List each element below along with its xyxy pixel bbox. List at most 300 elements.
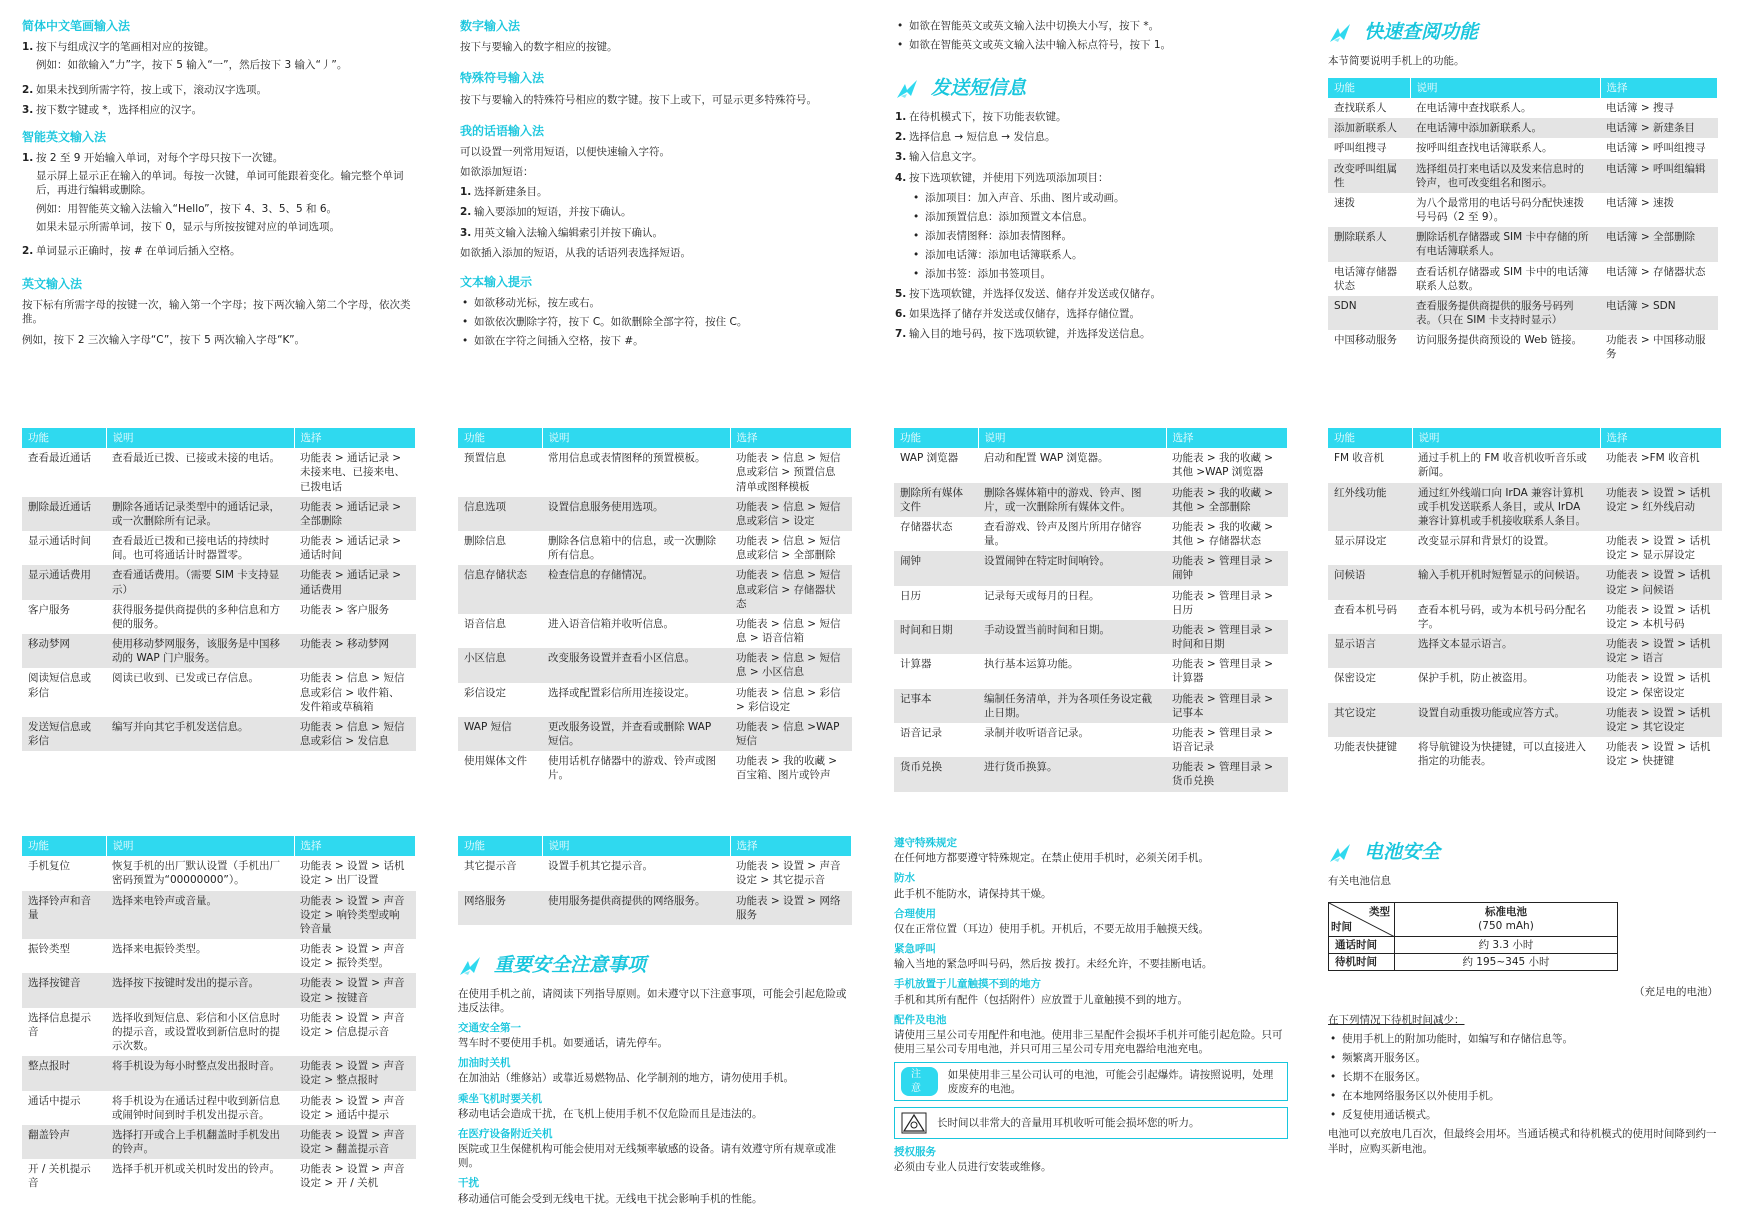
cell-description: 在电话簿中查找联系人。	[1410, 98, 1600, 118]
cell-selection: 功能表 > 信息 > 彩信 > 彩信设定	[730, 683, 852, 717]
cell-selection: 功能表 > 通话记录 > 通话时间	[294, 531, 416, 565]
cell-description: 选择或配置彩信所用连接设定。	[542, 683, 730, 717]
cell-description: 删除各媒体箱中的游戏、铃声、图片，或一次删除所有媒体文件。	[978, 483, 1166, 517]
table-row	[1328, 159, 1718, 193]
cell-description: 选择组员打来电话以及发来信息时的铃声，也可改变组名和图示。	[1410, 159, 1600, 193]
list-item: • 添加项目：加入声音、乐曲、图片或动画。	[911, 191, 1285, 205]
list-item: 7. 输入目的地号码，按下选项软键，并选择发送信息。	[895, 327, 1151, 340]
col-input-methods-2	[460, 18, 850, 354]
list-item: • 如欲在智能英文或英文输入法中输入标点符号，按下 1。	[895, 38, 1285, 52]
list-item: • 频繁离开服务区。	[1328, 1051, 1718, 1065]
list-item: 1. 按 2 至 9 开始输入单词，对每个字母只按下一次键。 显示屏上显示正在输入的单词。每按一次键，单词可能跟着变化。输完整个单词后，再进行编辑或删除。 例如：用智能英文输入法输入“Hello”，按下 4、3、5、5 和 6。 如果未显示所需单词，按下 0，显示与所按按键对应的单词选项。	[22, 152, 404, 233]
cell-description: 选择来电振铃类型。	[106, 939, 294, 973]
cell-selection: 功能表 > 中国移动服务	[1600, 330, 1718, 364]
list-item: • 添加电话簿：添加电话簿联系人。	[911, 248, 1285, 262]
cell-function: 删除联系人	[1328, 227, 1410, 261]
cell-function: 查看最近通话	[22, 448, 106, 497]
safety-text: 请使用三星公司专用配件和电池。使用非三星配件会损坏手机并可能引起危险。只可使用三星公司专用电池，并只可用三星公司专用充电器给电池充电。	[894, 1028, 1283, 1056]
cell-function: 显示屏设定	[1328, 531, 1412, 565]
table-row	[22, 717, 416, 751]
feature-table	[458, 836, 852, 925]
cell-function: 使用媒体文件	[458, 751, 542, 785]
cell-selection: 功能表 > 我的收藏 > 其他 >WAP 浏览器	[1166, 448, 1288, 482]
table-row	[1328, 483, 1722, 532]
table-row	[458, 531, 852, 565]
list-item: 3. 用英文输入法输入编辑索引并按下确认。	[460, 226, 663, 239]
table-row	[22, 856, 416, 890]
paragraph: 在使用手机之前，请阅读下列指导原则。如未遵守以下注意事项，可能会引起危险或违反法律。	[458, 987, 847, 1014]
table-row	[1328, 138, 1718, 158]
table-header: 说明	[978, 428, 1166, 448]
cell-function: 网络服务	[458, 891, 542, 925]
cell-description: 查看通话费用。（需要 SIM 卡支持显示）	[106, 565, 294, 599]
table-row	[458, 614, 852, 648]
table-row	[1328, 118, 1718, 138]
cell-description: 恢复手机的出厂默认设置（手机出厂密码预置为“00000000”）。	[106, 856, 294, 890]
cell-description: 执行基本运算功能。	[978, 654, 1166, 688]
cell-function: 电话簿存储器状态	[1328, 262, 1410, 296]
cell-function: 翻盖铃声	[22, 1125, 106, 1159]
heading-smart-english: 智能英文输入法	[22, 129, 107, 144]
table-row	[894, 483, 1288, 517]
cell-selection: 功能表 > 管理目录 > 记事本	[1166, 689, 1288, 723]
cell-description: 阅读已收到、已发或已存信息。	[106, 668, 294, 717]
warning-text: 长时间以非常大的音量用耳机收听可能会损坏您的听力。	[937, 1117, 1200, 1130]
cell-description: 在电话簿中添加新联系人。	[1410, 118, 1600, 138]
cell-selection: 功能表 > 管理目录 > 计算器	[1166, 654, 1288, 688]
cell-selection: 功能表 > 我的收藏 > 其他 > 全部删除	[1166, 483, 1288, 517]
table-row	[458, 891, 852, 925]
cell-selection: 电话簿 > SDN	[1600, 296, 1718, 330]
cell-description: 常用信息或表情图释的预置模板。	[542, 448, 730, 497]
cell-function: 查看本机号码	[1328, 600, 1412, 634]
cell-function: 闹钟	[894, 551, 978, 585]
cell-description: 设置自动重拨功能或应答方式。	[1412, 703, 1600, 737]
cell-function: 语音信息	[458, 614, 542, 648]
cell-description: 编制任务清单，并为各项任务设定截止日期。	[978, 689, 1166, 723]
safety-heading: 手机放置于儿童触摸不到的地方	[894, 978, 1041, 991]
cell-selection: 功能表 > 信息 > 短信息或彩信 > 存储器状态	[730, 565, 852, 614]
table-header: 说明	[1410, 78, 1600, 98]
table-row	[22, 1125, 416, 1159]
cell-function: 功能表快捷键	[1328, 737, 1412, 771]
cell-description: 获得服务提供商提供的多种信息和方便的服务。	[106, 600, 294, 634]
cell-description: 录制并收听语音记录。	[978, 723, 1166, 757]
note-icon: 注意	[901, 1067, 938, 1096]
paragraph: 按下与要输入的数字相应的按键。	[460, 41, 618, 54]
cell-description: 记录每天或每月的日程。	[978, 586, 1166, 620]
cell-function: 查找联系人	[1328, 98, 1410, 118]
table-row	[1328, 703, 1722, 737]
cell-selection: 功能表 > 信息 >WAP 短信	[730, 717, 852, 751]
cell-description: 选择手机开机或关机时发出的铃声。	[106, 1159, 294, 1193]
swoosh-icon	[1328, 842, 1354, 864]
table-row	[22, 891, 416, 940]
list-item: 1. 选择新建条目。	[460, 186, 548, 199]
cell-description: 设置信息服务使用选项。	[542, 497, 730, 531]
cell-function: 选择按键音	[22, 973, 106, 1007]
safety-text: 必须由专业人员进行安装或维修。	[894, 1161, 1052, 1174]
note-text: 如果使用非三星公司认可的电池，可能会引起爆炸。请按照说明，处理废废弃的电池。	[947, 1068, 1274, 1095]
table-row	[458, 497, 852, 531]
list-item: • 如欲在智能英文或英文输入法中切换大小写，按下 *。	[895, 19, 1285, 33]
col-safety-2	[894, 836, 1288, 1177]
table-row	[1328, 531, 1722, 565]
cell-description: 删除各通话记录类型中的通话记录，或一次删除所有记录。	[106, 497, 294, 531]
safety-heading: 在医疗设备附近关机	[458, 1127, 553, 1140]
cell-function: 客户服务	[22, 600, 106, 634]
table-row	[458, 751, 852, 785]
cell-function: 手机复位	[22, 856, 106, 890]
cell-function: 删除信息	[458, 531, 542, 565]
safety-heading: 加油时关机	[458, 1057, 511, 1070]
cell-selection: 电话簿 > 存储器状态	[1600, 262, 1718, 296]
table-row	[22, 497, 416, 531]
cell-function: 删除最近通话	[22, 497, 106, 531]
cell-selection: 电话簿 > 全部删除	[1600, 227, 1718, 261]
table-row	[1328, 227, 1718, 261]
cell-description: 选择来电铃声或音量。	[106, 891, 294, 940]
cell-function: 添加新联系人	[1328, 118, 1410, 138]
cell-selection: 功能表 > 设置 > 话机设定 > 语言	[1600, 634, 1722, 668]
cell-function: 信息存储状态	[458, 565, 542, 614]
cell-selection: 电话簿 > 新建条目	[1600, 118, 1718, 138]
cell-selection: 功能表 > 信息 > 短信息 > 语音信箱	[730, 614, 852, 648]
table-header: 功能	[894, 428, 978, 448]
safety-text: 在加油站（维修站）或靠近易燃物品、化学制剂的地方，请勿使用手机。	[458, 1072, 794, 1085]
cell-function: SDN	[1328, 296, 1410, 330]
cell-selection: 功能表 > 管理目录 > 货币兑换	[1166, 757, 1288, 791]
safety-text: 输入当地的紧急呼叫号码，然后按 拨打。未经允许，不要挂断电话。	[894, 958, 1213, 971]
cell-selection: 功能表 > 移动梦网	[294, 634, 416, 668]
table-header: 选择	[294, 428, 416, 448]
cell-description: 保护手机，防止被盗用。	[1412, 668, 1600, 702]
feature-table	[894, 428, 1288, 792]
safety-heading: 紧急呼叫	[894, 943, 936, 956]
table-row	[1328, 330, 1718, 364]
cell-function: 振铃类型	[22, 939, 106, 973]
cell-description: 改变服务设置并查看小区信息。	[542, 648, 730, 682]
cell-description: 更改服务设置，并查看或删除 WAP 短信。	[542, 717, 730, 751]
cell-description: 通过红外线端口向 IrDA 兼容计算机或手机发送联系人条目，或从 IrDA 兼容计算机或手机接收联系人条目。	[1412, 483, 1600, 532]
safety-heading: 乘坐飞机时要关机	[458, 1092, 542, 1105]
cell-function: 改变呼叫组属性	[1328, 159, 1410, 193]
table-row	[1328, 668, 1722, 702]
table-block-calls	[22, 428, 416, 751]
cell-selection: 功能表 > 设置 > 声音设定 > 开 / 关机	[294, 1159, 416, 1193]
cell-description: 查看最近已拨和已接电话的持续时间。也可将通话计时器置零。	[106, 531, 294, 565]
cell-function: 语音记录	[894, 723, 978, 757]
battery-note: （充足电的电池）	[1634, 986, 1718, 999]
table-block-messages	[458, 428, 852, 786]
safety-heading: 授权服务	[894, 1146, 936, 1159]
battery-row-label: 待机时间	[1329, 953, 1395, 970]
safety-list	[458, 1021, 852, 1206]
table-row	[22, 1056, 416, 1090]
table-row	[894, 586, 1288, 620]
cell-function: 存储器状态	[894, 517, 978, 551]
cell-description: 选择打开或合上手机翻盖时手机发出的铃声。	[106, 1125, 294, 1159]
cell-selection: 功能表 > 通话记录 > 通话费用	[294, 565, 416, 599]
cell-function: 呼叫组搜寻	[1328, 138, 1410, 158]
cell-selection: 电话簿 > 呼叫组搜寻	[1600, 138, 1718, 158]
table-row	[1328, 262, 1718, 296]
cell-selection: 功能表 > 通话记录 > 未接来电、已接来电、已拨电话	[294, 448, 416, 497]
table-header: 选择	[730, 836, 852, 856]
table-row	[1328, 448, 1722, 482]
cell-selection: 功能表 > 管理目录 > 闹钟	[1166, 551, 1288, 585]
cell-function: 日历	[894, 586, 978, 620]
cell-description: 使用服务提供商提供的网络服务。	[542, 891, 730, 925]
cell-description: 将导航键设为快捷键，可以直接进入指定的功能表。	[1412, 737, 1600, 771]
cell-description: 访问服务提供商预设的 Web 链接。	[1410, 330, 1600, 364]
list-item: • 在本地网络服务区以外使用手机。	[1328, 1089, 1718, 1103]
cell-description: 进入语音信箱并收听信息。	[542, 614, 730, 648]
cell-description: 按呼叫组查找电话簿联系人。	[1410, 138, 1600, 158]
feature-table	[22, 428, 416, 751]
cell-description: 将手机设为在通话过程中收到新信息或闹钟时间到时手机发出提示音。	[106, 1091, 294, 1125]
table-header: 功能	[22, 428, 106, 448]
paragraph: 如欲添加短语：	[460, 166, 534, 179]
battery-table-corner: 类型 时间	[1329, 902, 1395, 936]
list-item: 1. 在待机模式下，按下功能表软键。	[895, 110, 1067, 123]
cell-function: 计算器	[894, 654, 978, 688]
heading-stroke-input: 简体中文笔画输入法	[22, 19, 131, 33]
cell-description: 查看服务提供商提供的服务号码列表。（只在 SIM 卡支持时显示）	[1410, 296, 1600, 330]
table-header: 功能	[458, 836, 542, 856]
table-header: 说明	[106, 428, 294, 448]
table-header: 功能	[458, 428, 542, 448]
paragraph: 可以设置一列常用短语，以便快速输入字符。	[460, 145, 670, 158]
col-input-methods-1	[22, 18, 412, 353]
table-header: 选择	[294, 836, 416, 856]
section-title: 发送短信息	[931, 77, 1027, 100]
feature-table	[458, 428, 852, 786]
cell-function: 其它设定	[1328, 703, 1412, 737]
cell-selection: 功能表 > 设置 > 话机设定 > 快捷键	[1600, 737, 1722, 771]
swoosh-icon	[1328, 22, 1354, 44]
table-block-organizer	[894, 428, 1288, 792]
list-item: 2. 选择信息 → 短信息 → 发信息。	[895, 131, 1056, 144]
cell-function: 彩信设定	[458, 683, 542, 717]
cell-selection: 电话簿 > 速拨	[1600, 193, 1718, 227]
cell-selection: 功能表 > 管理目录 > 日历	[1166, 586, 1288, 620]
col-battery	[1328, 836, 1718, 1162]
cell-selection: 功能表 > 设置 > 话机设定 > 红外线启动	[1600, 483, 1722, 532]
swoosh-icon	[458, 955, 484, 977]
section-title: 快速查阅功能	[1364, 21, 1479, 43]
table-row	[894, 757, 1288, 791]
safety-text: 此手机不能防水，请保持其干燥。	[894, 887, 1052, 900]
cell-selection: 功能表 > 设置 > 话机设定 > 问候语	[1600, 565, 1722, 599]
table-header: 功能	[1328, 428, 1412, 448]
safety-text: 移动通信可能会受到无线电干扰。无线电干扰会影响手机的性能。	[458, 1192, 763, 1205]
cell-description: 设置闹钟在特定时间响铃。	[978, 551, 1166, 585]
cell-description: 检查信息的存储情况。	[542, 565, 730, 614]
list-smart-english	[22, 151, 412, 258]
cell-selection: 功能表 > 信息 > 短信息或彩信 > 设定	[730, 497, 852, 531]
safety-heading: 防水	[894, 872, 915, 885]
cell-selection: 功能表 > 设置 > 声音设定 > 振铃类型。	[294, 939, 416, 973]
table-header: 说明	[542, 428, 730, 448]
cell-description: 查看最近已拨、已接或未接的电话。	[106, 448, 294, 497]
table-row	[894, 620, 1288, 654]
table-header: 说明	[1412, 428, 1600, 448]
cell-selection: 功能表 > 设置 > 声音设定 > 其它提示音	[730, 856, 852, 890]
cell-selection: 功能表 > 设置 > 声音设定 > 信息提示音	[294, 1008, 416, 1057]
cell-description: 使用话机存储器中的游戏、铃声或图片。	[542, 751, 730, 785]
safety-text: 医院或卫生保健机构可能会使用对无线频率敏感的设备。请有效遵守所有规章或准则。	[458, 1143, 836, 1170]
table-row	[458, 683, 852, 717]
cell-function: 移动梦网	[22, 634, 106, 668]
paragraph: 按下与要输入的特殊符号相应的数字键。按下上或下，可显示更多特殊符号。	[460, 93, 817, 106]
cell-function: 预置信息	[458, 448, 542, 497]
paragraph: 有关电池信息	[1328, 874, 1391, 887]
cell-description: 选择收到短信息、彩信和小区信息时的提示音，或设置收到新信息时的提示次数。	[106, 1008, 294, 1057]
cell-selection: 功能表 > 信息 > 短信息或彩信 > 全部删除	[730, 531, 852, 565]
cell-selection: 功能表 > 设置 > 话机设定 > 出厂设置	[294, 856, 416, 890]
cell-function: 整点报时	[22, 1056, 106, 1090]
list-item: • 如欲移动光标，按左或右。	[460, 296, 850, 310]
swoosh-icon	[895, 78, 921, 100]
list-item: 2. 如果未找到所需字符，按上或下，滚动汉字选项。	[22, 83, 267, 96]
table-row	[894, 551, 1288, 585]
table-row	[1328, 634, 1722, 668]
list-item: 4. 按下选项软键，并使用下列选项添加项目：	[895, 171, 1109, 184]
paragraph: 如欲插入添加的短语，从我的话语列表选择短语。	[460, 246, 691, 259]
cell-selection: 功能表 > 设置 > 话机设定 > 其它设定	[1600, 703, 1722, 737]
table-row	[458, 448, 852, 497]
cell-description: 选择按下按键时发出的提示音。	[106, 973, 294, 1007]
cell-description: 将手机设为每小时整点发出报时音。	[106, 1056, 294, 1090]
table-row	[22, 634, 416, 668]
battery-row-value: 约 3.3 小时	[1395, 936, 1618, 953]
cell-description: 改变显示屏和背景灯的设置。	[1412, 531, 1600, 565]
cell-selection: 功能表 > 信息 > 短信息或彩信 > 发信息	[294, 717, 416, 751]
table-header: 选择	[1600, 428, 1722, 448]
list-item: • 如欲在字符之间插入空格，按下 #。	[460, 334, 850, 348]
cell-selection: 功能表 > 设置 > 声音设定 > 翻盖提示音	[294, 1125, 416, 1159]
hearing-warning-icon	[901, 1112, 927, 1134]
table-row	[1328, 737, 1722, 771]
cell-function: 问候语	[1328, 565, 1412, 599]
heading-english-input: 英文输入法	[22, 277, 83, 292]
battery-row-value: 约 195~345 小时	[1395, 953, 1618, 970]
list-standby	[1328, 1032, 1718, 1123]
table-row	[22, 1091, 416, 1125]
cell-function: 其它提示音	[458, 856, 542, 890]
col-send-sms	[895, 16, 1285, 347]
cell-selection: 功能表 > 设置 > 声音设定 > 按键音	[294, 973, 416, 1007]
cell-function: 开 / 关机提示音	[22, 1159, 106, 1193]
list-send-steps-2	[895, 287, 1285, 342]
cell-selection: 电话簿 > 搜寻	[1600, 98, 1718, 118]
table-row	[22, 531, 416, 565]
list-item: • 如欲依次删除字符，按下 C。如欲删除全部字符，按住 C。	[460, 315, 850, 329]
table-header: 选择	[730, 428, 852, 448]
table-header: 功能	[22, 836, 106, 856]
list-add-options	[895, 191, 1285, 282]
cell-selection: 功能表 > 信息 > 短信息 > 小区信息	[730, 648, 852, 682]
heading-text-tips: 文本输入提示	[460, 274, 533, 289]
list-tips-cont	[895, 19, 1285, 52]
list-item: 2. 输入要添加的短语，并按下确认。	[460, 206, 632, 219]
section-title-send-sms	[895, 76, 1285, 102]
table-row	[1328, 565, 1722, 599]
section-title: 重要安全注意事项	[494, 953, 647, 976]
feature-table	[1328, 428, 1722, 771]
cell-function: 通话中提示	[22, 1091, 106, 1125]
cell-selection: 功能表 > 管理目录 > 语音记录	[1166, 723, 1288, 757]
list-item: 3. 输入信息文字。	[895, 151, 983, 164]
table-header: 功能	[1328, 78, 1410, 98]
paragraph: 电池可以充放电几百次，但最终会用坏。当通话模式和待机模式的使用时间降到约一半时，应购买新电池。	[1328, 1128, 1717, 1155]
table-row	[1328, 600, 1722, 634]
table-block-settings	[1328, 428, 1722, 771]
list-item: 3. 按下数字键或 *，选择相应的汉字。	[22, 103, 203, 116]
table-row	[894, 654, 1288, 688]
cell-function: 阅读短信息或彩信	[22, 668, 106, 717]
cell-function: 时间和日期	[894, 620, 978, 654]
cell-function: 显示通话费用	[22, 565, 106, 599]
cell-function: WAP 短信	[458, 717, 542, 751]
subheading: 在下列情况下待机时间减少：	[1328, 1014, 1465, 1027]
safety-text: 移动电话会造成干扰，在飞机上使用手机不仅危险而且是违法的。	[458, 1107, 763, 1120]
cell-function: 信息选项	[458, 497, 542, 531]
list-phrases	[460, 185, 850, 240]
cell-function: 选择铃声和音量	[22, 891, 106, 940]
table-row	[458, 856, 852, 890]
table-row	[894, 517, 1288, 551]
table-row	[1328, 193, 1718, 227]
cell-selection: 功能表 > 信息 > 短信息或彩信 > 收件箱、发件箱或草稿箱	[294, 668, 416, 717]
table-row	[894, 448, 1288, 482]
list-stroke	[22, 40, 412, 117]
battery-table	[1328, 902, 1618, 971]
section-title-safety	[458, 953, 852, 979]
col-quick-ref	[1328, 16, 1718, 365]
paragraph: 例如，按下 2 三次输入字母“C”，按下 5 两次输入字母“K”。	[22, 333, 306, 346]
cell-description: 查看话机存储器或 SIM 卡中的电话簿联系人总数。	[1410, 262, 1600, 296]
list-item: 2. 单词显示正确时，按 # 在单词后插入空格。	[22, 244, 241, 257]
cell-description: 设置手机其它提示音。	[542, 856, 730, 890]
cell-function: FM 收音机	[1328, 448, 1412, 482]
cell-selection: 功能表 > 我的收藏 > 其他 > 存储器状态	[1166, 517, 1288, 551]
list-item: • 添加表情图释：添加表情图释。	[911, 229, 1285, 243]
cell-description: 为八个最常用的电话号码分配快速拨号号码（2 至 9）。	[1410, 193, 1600, 227]
cell-function: 发送短信息或彩信	[22, 717, 106, 751]
cell-function: 速拨	[1328, 193, 1410, 227]
list-item: • 反复使用通话模式。	[1328, 1108, 1718, 1122]
cell-function: 红外线功能	[1328, 483, 1412, 532]
safety-text: 仅在正常位置（耳边）使用手机。开机后，不要无故用手触摸天线。	[894, 922, 1209, 935]
list-item: • 添加预置信息：添加预置文本信息。	[911, 210, 1285, 224]
cell-selection: 功能表 > 设置 > 话机设定 > 本机号码	[1600, 600, 1722, 634]
battery-table-head: 标准电池 (750 mAh)	[1395, 902, 1618, 936]
feature-table	[1328, 78, 1718, 365]
cell-description: 查看本机号码，或为本机号码分配名字。	[1412, 600, 1600, 634]
cell-description: 删除各信息箱中的信息，或一次删除所有信息。	[542, 531, 730, 565]
table-row	[1328, 296, 1718, 330]
section-title-battery	[1328, 840, 1718, 866]
safety-heading: 配件及电池	[894, 1013, 947, 1026]
cell-description: 输入手机开机时短暂显示的问候语。	[1412, 565, 1600, 599]
table-header: 说明	[542, 836, 730, 856]
table-row	[894, 723, 1288, 757]
battery-row-label: 通话时间	[1329, 936, 1395, 953]
safety-heading: 合理使用	[894, 907, 936, 920]
cell-selection: 功能表 > 设置 > 网络服务	[730, 891, 852, 925]
